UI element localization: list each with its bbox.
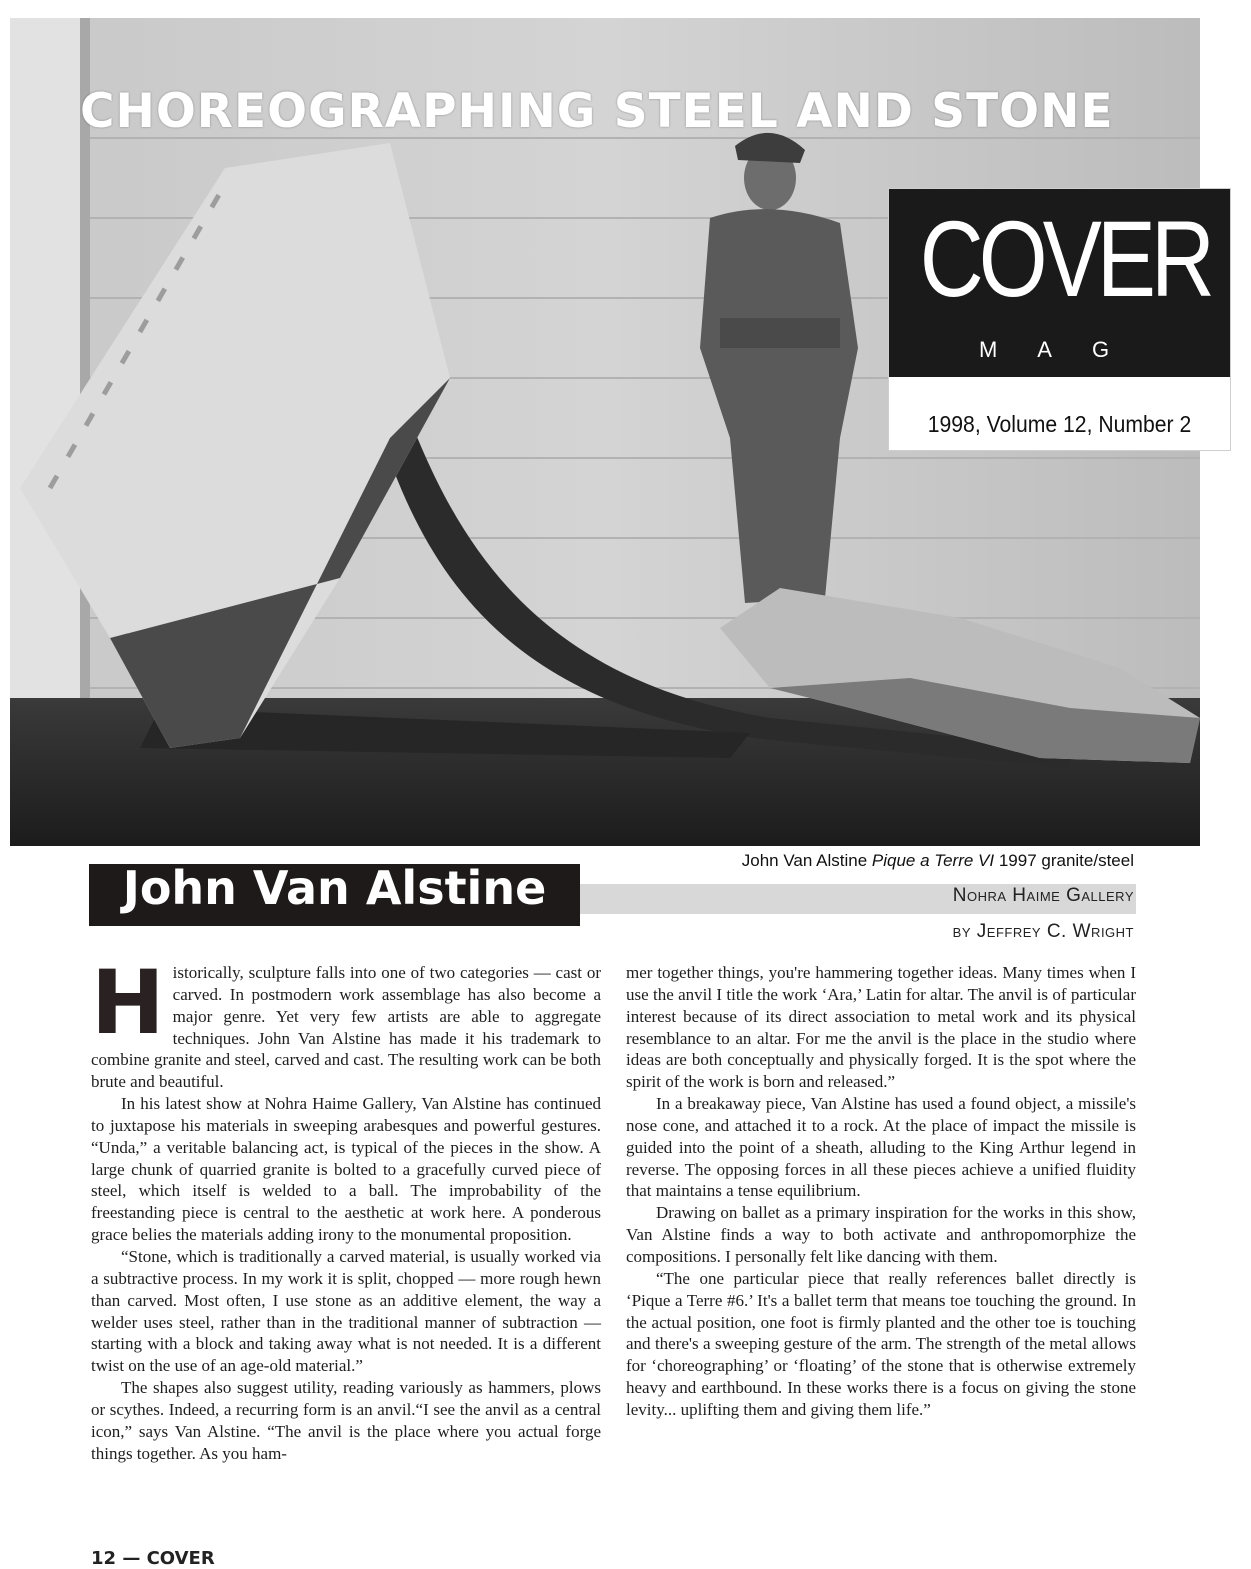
- caption-title: Pique a Terre VI: [871, 851, 995, 870]
- paragraph: Drawing on ballet as a primary inspiration for the works in this show, Van Alstine finds a way to both activate and anthropomorphize the compositions. I personally felt like dancing with them.: [626, 1203, 1136, 1266]
- paragraph: “The one particular piece that really references ballet directly is ‘Pique a Terre #6.’ It's a ballet term that means toe touching the ground. In the actual position, one foot is firmly planted and the other toe is touching and there's a sweeping gesture of the arm. The strength of the metal allows for ‘choreographing’ or ‘floating’ of the stone that is otherwise extremely heavy and earthbound. In these works there is a focus on giving the stone levity... uplifting them and giving them life.”: [626, 1268, 1136, 1419]
- paragraph: “Stone, which is traditionally a carved material, is usually worked via a subtractive process. In my work it is split, chopped — more rough hewn than carved. Most often, I use stone as an additive element, the way a welder uses steel, rather than in the traditional manner of subtraction — starting with a block and taking away what is not needed. It is a different twist on the use of an age-old material.”: [91, 1246, 601, 1376]
- article-column-1: [91, 951, 601, 1464]
- article-column-2: [626, 962, 1136, 1421]
- byline: by Jeffrey C. Wright: [952, 921, 1134, 942]
- magazine-subname: MAG: [978, 337, 1150, 362]
- magazine-name: COVER: [919, 198, 1211, 319]
- drop-cap: H: [91, 951, 165, 1054]
- gallery-name: Nohra Haime Gallery: [952, 885, 1134, 906]
- page-folio: 12 — COVER: [91, 1548, 215, 1569]
- paragraph: The shapes also suggest utility, reading variously as hammers, plows or scythes. Indeed, a recurring form is an anvil.“I see the anvil as a central icon,” says Van Alstine. “The anvil is the place where you actual forge things together. As you ham-: [91, 1378, 601, 1463]
- magazine-masthead: [889, 189, 1230, 450]
- paragraph: In a breakaway piece, Van Alstine has used a found object, a missile's nose cone, and attached it to a rock. At the place of impact the missile is guided into the point of a sheath, alluding to the King Arthur legend in reverse. The opposing forces in all these pieces achieve a unified fluidity that maintains a tense equilibrium.: [626, 1094, 1136, 1201]
- paragraph: mer together things, you're hammering together ideas. Many times when I use the anvil I title the work ‘Ara,’ Latin for altar. The anvil is of particular interest because of its direct association to metal work and its physical resemblance to an altar. For me the anvil is the place in the studio where ideas are both conceptually and physically forged. It is the spot where the spirit of the work is born and released.”: [626, 963, 1136, 1092]
- photo-caption: [600, 851, 1134, 871]
- paragraph: In his latest show at Nohra Haime Gallery, Van Alstine has continued to juxtapose his materials in sweeping arabesques and powerful gestures. “Unda,” a veritable balancing act, is typical of the pieces in the show. A large chunk of quarried granite is bolted to a gracefully curved piece of steel, which itself is welded to a ball. The improbability of the freestanding piece is central to the aesthetic at work here. A ponderous grace belies the materials adding irony to the monumental proposition.: [91, 1094, 601, 1245]
- caption-artist: John Van Alstine: [741, 851, 872, 870]
- headline: CHOREOGRAPHING STEEL AND STONE: [80, 84, 1114, 139]
- issue-info: 1998, Volume 12, Number 2: [927, 411, 1192, 437]
- paragraph: Historically, sculpture falls into one of two categories — cast or carved. In postmodern work assemblage has also become a major genre. Yet very few artists are able to aggregate techniques. John Van Alstine has made it his trademark to combine granite and steel, carved and cast. The resulting work can be both brute and beautiful.: [91, 951, 601, 1092]
- artist-name: John Van Alstine: [122, 861, 547, 915]
- caption-details: 1997 granite/steel: [994, 851, 1134, 870]
